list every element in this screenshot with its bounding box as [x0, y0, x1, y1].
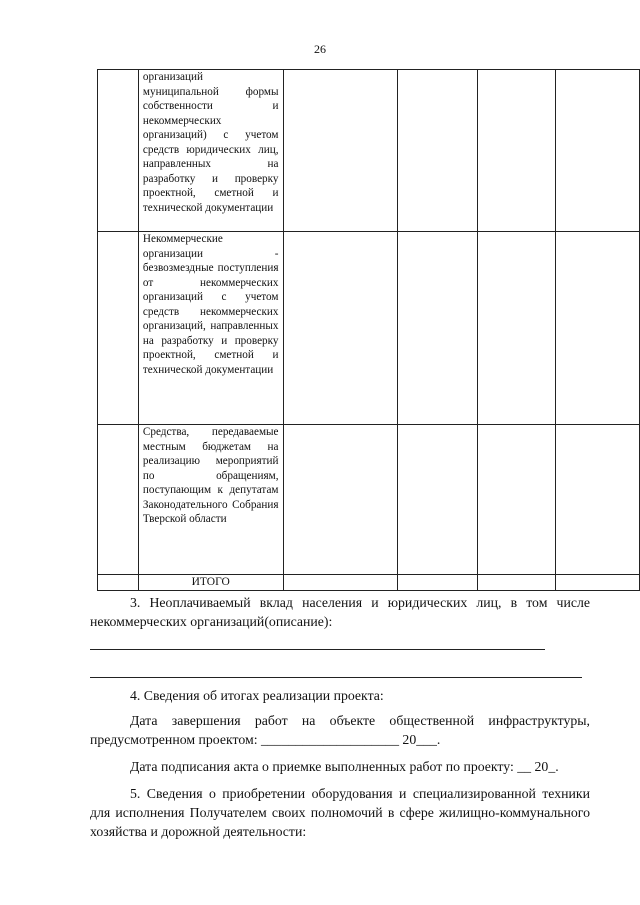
blank-line — [90, 649, 545, 650]
table-cell — [478, 575, 556, 591]
section-3-text: 3. Неоплачиваемый вклад населения и юридических лиц, в том числе некоммерческих организаций(описание): — [90, 595, 590, 629]
row-description: организаций муниципальной формы собственности и некоммерческих организаций) с учетом средств юридических лиц, направленных на разработку и проверку проектной, сметной и технической документации — [138, 70, 283, 232]
table-cell — [478, 425, 556, 575]
table-cell — [398, 575, 478, 591]
table-cell — [556, 575, 640, 591]
completion-date: Дата завершения работ на объекте общественной инфраструктуры, предусмотренном проектом: ____________________ 20___. — [90, 713, 590, 747]
table-cell — [98, 70, 139, 232]
table-cell — [283, 575, 398, 591]
section-5-text: 5. Сведения о приобретении оборудования и специализированной техники для исполнения Получателем своих полномочий в сфере жилищно-коммунального хозяйства и дорожной деятельности: — [90, 786, 590, 839]
section-4-heading: 4. Сведения об итогах реализации проекта: — [130, 688, 384, 703]
page-number: 26 — [314, 42, 326, 56]
table-cell — [283, 425, 398, 575]
table-cell — [98, 575, 139, 591]
table-cell — [478, 70, 556, 232]
row-description: Средства, передаваемые местным бюджетам на реализацию мероприятий по обращениям, поступающим к депутатам Законодательного Собрания Тверской области — [138, 425, 283, 575]
total-row — [98, 575, 640, 591]
table-cell — [398, 70, 478, 232]
table-cell — [98, 425, 139, 575]
table-row — [98, 232, 640, 425]
table-row — [98, 70, 640, 232]
table-cell — [283, 70, 398, 232]
blank-line — [90, 677, 582, 678]
table-cell — [398, 232, 478, 425]
table-cell — [556, 232, 640, 425]
funding-table — [97, 69, 640, 591]
table-cell — [98, 232, 139, 425]
table-cell — [283, 232, 398, 425]
act-date: Дата подписания акта о приемке выполненных работ по проекту: __ 20_. — [130, 759, 559, 774]
table-cell — [398, 425, 478, 575]
total-label: ИТОГО — [138, 575, 283, 591]
table-cell — [556, 425, 640, 575]
table-row — [98, 425, 640, 575]
table-cell — [478, 232, 556, 425]
table-cell — [556, 70, 640, 232]
row-description: Некоммерческие организации - безвозмездные поступления от некоммерческих организаций с учетом средств некоммерческих организаций, направленных на разработку и проверку проектной, сметной и технической документации — [138, 232, 283, 425]
